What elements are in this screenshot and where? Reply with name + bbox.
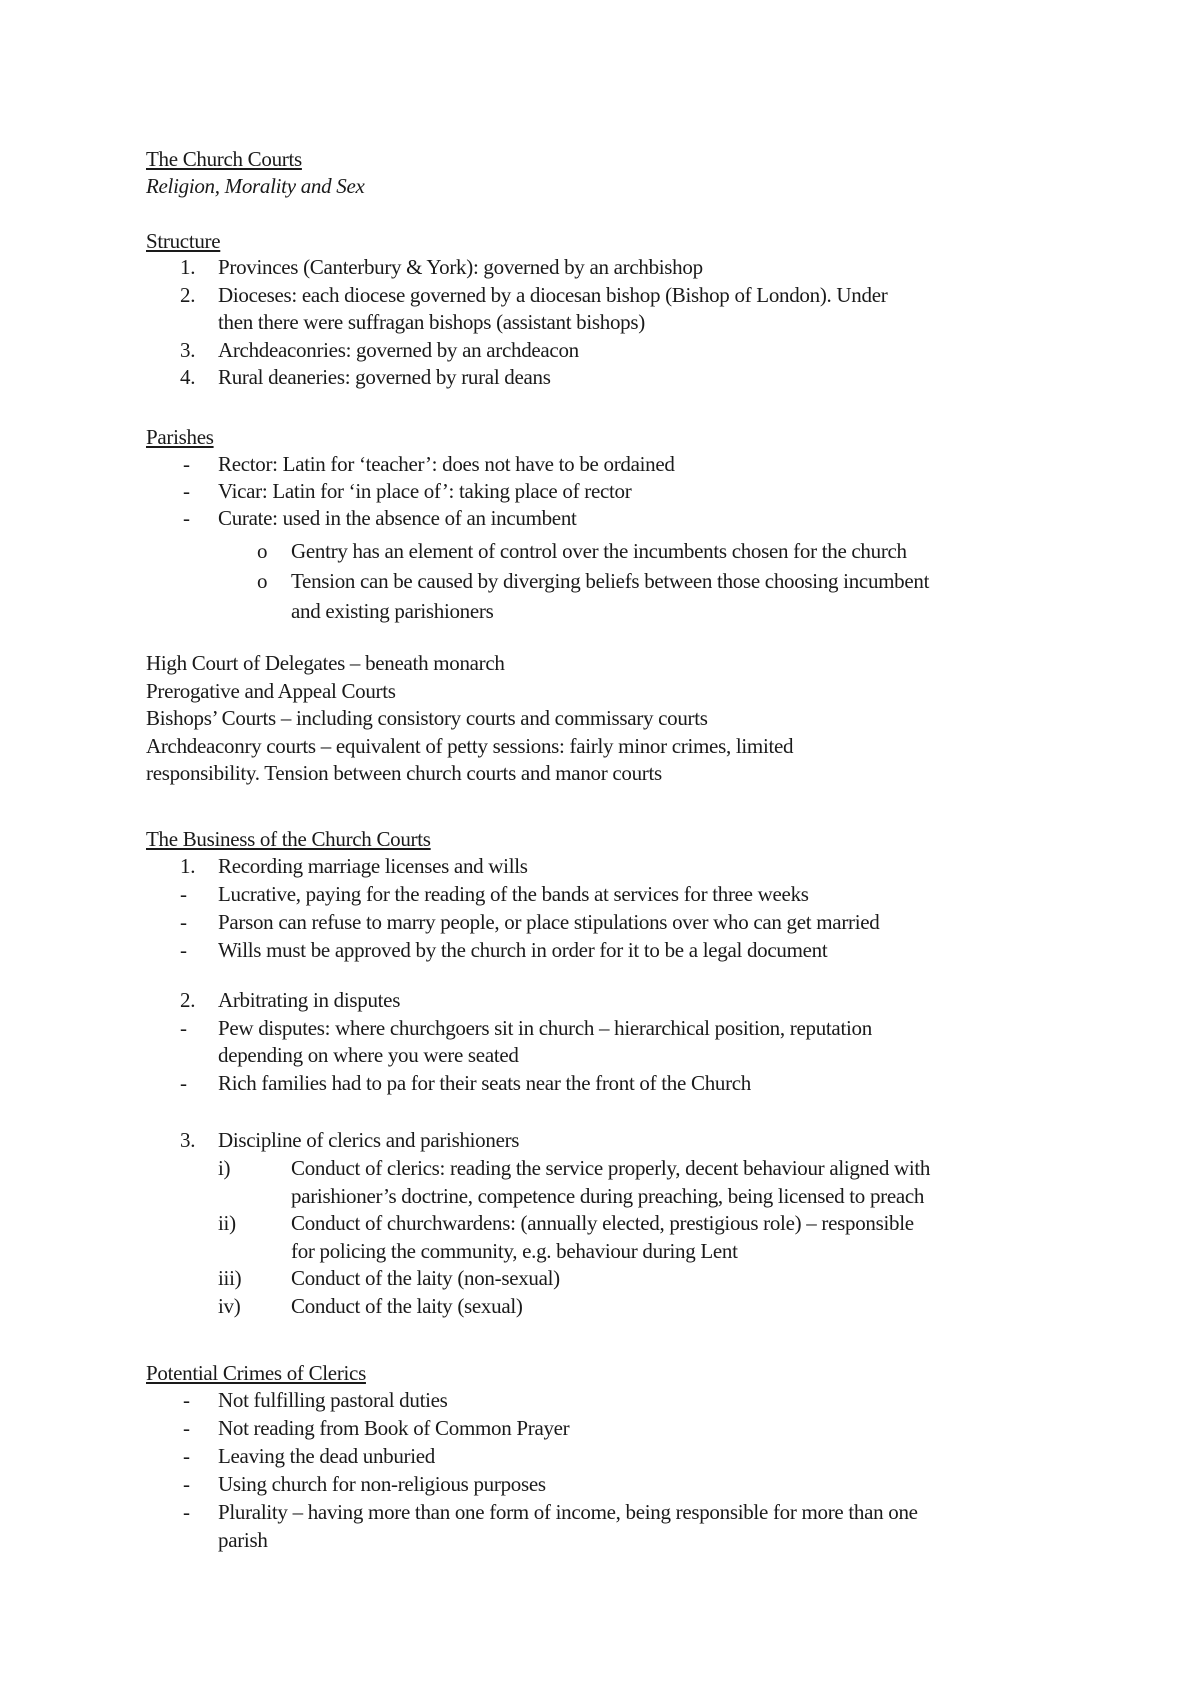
parishes-item-text: Rector: Latin for ‘teacher’: does not have to be ordained	[218, 452, 675, 476]
parishes-item-marker: -	[183, 452, 190, 476]
structure-item-text: Dioceses: each diocese governed by a diocesan bishop (Bishop of London). Under	[218, 282, 888, 307]
business-item-text: Rich families had to pa for their seats near the front of the Church	[218, 1070, 752, 1095]
business-item-text: Arbitrating in disputes	[218, 988, 401, 1012]
crimes-item-text: Plurality – having more than one form of income, being responsible for more than one	[218, 1500, 918, 1524]
discipline-subitem-text: for policing the community, e.g. behaviour during Lent	[291, 1238, 738, 1263]
parishes-subitem-text: Gentry has an element of control over the incumbents chosen for the church	[291, 539, 907, 563]
business-item-text: Discipline of clerics and parishioners	[218, 1128, 520, 1152]
business-item-text: Wills must be approved by the church in order for it to be a legal document	[218, 938, 828, 962]
parishes-subitem-marker: o	[257, 569, 268, 593]
structure-item-marker: 1.	[180, 255, 196, 279]
courts-line: Archdeaconry courts – equivalent of petty sessions: fairly minor crimes, limited	[146, 733, 794, 758]
business-item-text: Lucrative, paying for the reading of the bands at services for three weeks	[218, 882, 809, 906]
structure-item-text: Rural deaneries: governed by rural deans	[218, 365, 551, 389]
document-subtitle: Religion, Morality and Sex	[146, 174, 365, 198]
discipline-subitem-text: Conduct of churchwardens: (annually elected, prestigious role) – responsible	[291, 1211, 914, 1235]
parishes-subitem-text: Tension can be caused by diverging beliefs between those choosing incumbent	[291, 569, 930, 593]
discipline-subitem-marker: iv)	[218, 1293, 241, 1318]
business-item-marker: 2.	[180, 988, 196, 1012]
section-heading-crimes: Potential Crimes of Clerics	[146, 1361, 366, 1385]
parishes-item-text: Curate: used in the absence of an incumbent	[218, 506, 577, 530]
parishes-subitem-marker: o	[257, 539, 268, 563]
section-heading-structure: Structure	[146, 229, 221, 253]
discipline-subitem-text: Conduct of the laity (non-sexual)	[291, 1266, 560, 1290]
discipline-subitem-marker: iii)	[218, 1266, 242, 1290]
parishes-item-marker: -	[183, 479, 190, 503]
crimes-item-text: parish	[218, 1528, 268, 1552]
crimes-item-text: Not fulfilling pastoral duties	[218, 1388, 448, 1412]
courts-line: responsibility. Tension between church courts and manor courts	[146, 761, 662, 785]
courts-line: Bishops’ Courts – including consistory courts and commissary courts	[146, 706, 708, 730]
business-item-marker: 3.	[180, 1128, 196, 1152]
business-item-text: Recording marriage licenses and wills	[218, 854, 528, 878]
structure-item-text: Archdeaconries: governed by an archdeacon	[218, 337, 579, 362]
business-item-marker: -	[180, 1015, 187, 1040]
discipline-subitem-marker: i)	[218, 1156, 231, 1180]
document-title: The Church Courts	[146, 147, 302, 171]
structure-item-text: then there were suffragan bishops (assistant bishops)	[218, 310, 645, 334]
discipline-subitem-text: Conduct of clerics: reading the service properly, decent behaviour aligned with	[291, 1156, 931, 1180]
business-item-text: Pew disputes: where churchgoers sit in church – hierarchical position, reputation	[218, 1015, 872, 1040]
crimes-item-marker: -	[183, 1472, 190, 1496]
section-heading-business: The Business of the Church Courts	[146, 827, 431, 851]
structure-item-marker: 2.	[180, 282, 196, 307]
crimes-item-text: Using church for non-religious purposes	[218, 1472, 546, 1496]
discipline-subitem-text: Conduct of the laity (sexual)	[291, 1293, 523, 1318]
business-item-marker: -	[180, 938, 187, 962]
business-item-text: depending on where you were seated	[218, 1043, 519, 1067]
discipline-subitem-marker: ii)	[218, 1211, 236, 1235]
parishes-item-marker: -	[183, 506, 190, 530]
structure-item-marker: 3.	[180, 337, 196, 362]
structure-item-text: Provinces (Canterbury & York): governed by an archbishop	[218, 255, 703, 279]
courts-line: Prerogative and Appeal Courts	[146, 678, 396, 703]
parishes-item-text: Vicar: Latin for ‘in place of’: taking place of rector	[218, 479, 632, 503]
business-item-marker: 1.	[180, 854, 196, 878]
courts-line: High Court of Delegates – beneath monarch	[146, 651, 505, 675]
structure-item-marker: 4.	[180, 365, 196, 389]
business-item-marker: -	[180, 882, 187, 906]
business-item-text: Parson can refuse to marry people, or place stipulations over who can get married	[218, 910, 880, 934]
crimes-item-text: Not reading from Book of Common Prayer	[218, 1416, 570, 1440]
crimes-item-marker: -	[183, 1500, 190, 1524]
crimes-item-marker: -	[183, 1416, 190, 1440]
crimes-item-marker: -	[183, 1388, 190, 1412]
discipline-subitem-text: parishioner’s doctrine, competence during preaching, being licensed to preach	[291, 1183, 925, 1208]
section-heading-parishes: Parishes	[146, 425, 214, 449]
business-item-marker: -	[180, 1070, 187, 1095]
crimes-item-marker: -	[183, 1444, 190, 1468]
crimes-item-text: Leaving the dead unburied	[218, 1444, 435, 1468]
parishes-subitem-text: and existing parishioners	[291, 599, 494, 623]
business-item-marker: -	[180, 910, 187, 934]
